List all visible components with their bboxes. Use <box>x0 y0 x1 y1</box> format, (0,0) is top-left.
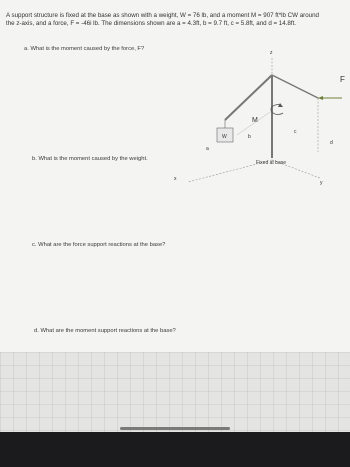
dim-a-label: a <box>206 146 209 152</box>
force-arrowhead <box>318 96 323 100</box>
problem-line-1: A support structure is fixed at the base as shown with a weight, W = 76 lb, and a moment M = 907 ft*lb CW around <box>6 12 319 19</box>
screen-bezel <box>0 432 350 467</box>
y-axis-label: y <box>320 180 323 186</box>
dim-c-label: c <box>294 129 297 135</box>
question-a: a. What is the moment caused by the force, F? <box>24 46 145 52</box>
dim-b-label: b <box>248 134 251 140</box>
x-axis-label: x <box>174 176 177 182</box>
problem-line-2: the z-axis, and a force, F = -46i lb. The dimensions shown are a = 4.3ft, b = 9.7 ft, c = 5.8ft, and d = 14.8ft. <box>6 20 297 27</box>
horizontal-arm <box>225 75 272 120</box>
scrollbar[interactable] <box>120 427 230 430</box>
question-b: b. What is the moment caused by the weight. <box>32 156 148 162</box>
arm-y <box>272 75 318 98</box>
force-label: F <box>340 75 345 84</box>
grid-area <box>0 352 350 432</box>
moment-label: M <box>252 117 258 124</box>
problem-statement <box>6 12 336 28</box>
question-d: d. What are the moment support reactions at the base? <box>34 328 176 334</box>
moment-arrowhead <box>278 103 283 107</box>
z-axis-label: z <box>270 50 273 56</box>
base-label: Fixed at base <box>256 160 287 166</box>
weight-label: W <box>222 134 227 140</box>
question-c: c. What are the force support reactions at the base? <box>32 242 166 248</box>
structure-diagram <box>170 40 350 200</box>
dim-d-label: d <box>330 140 333 146</box>
